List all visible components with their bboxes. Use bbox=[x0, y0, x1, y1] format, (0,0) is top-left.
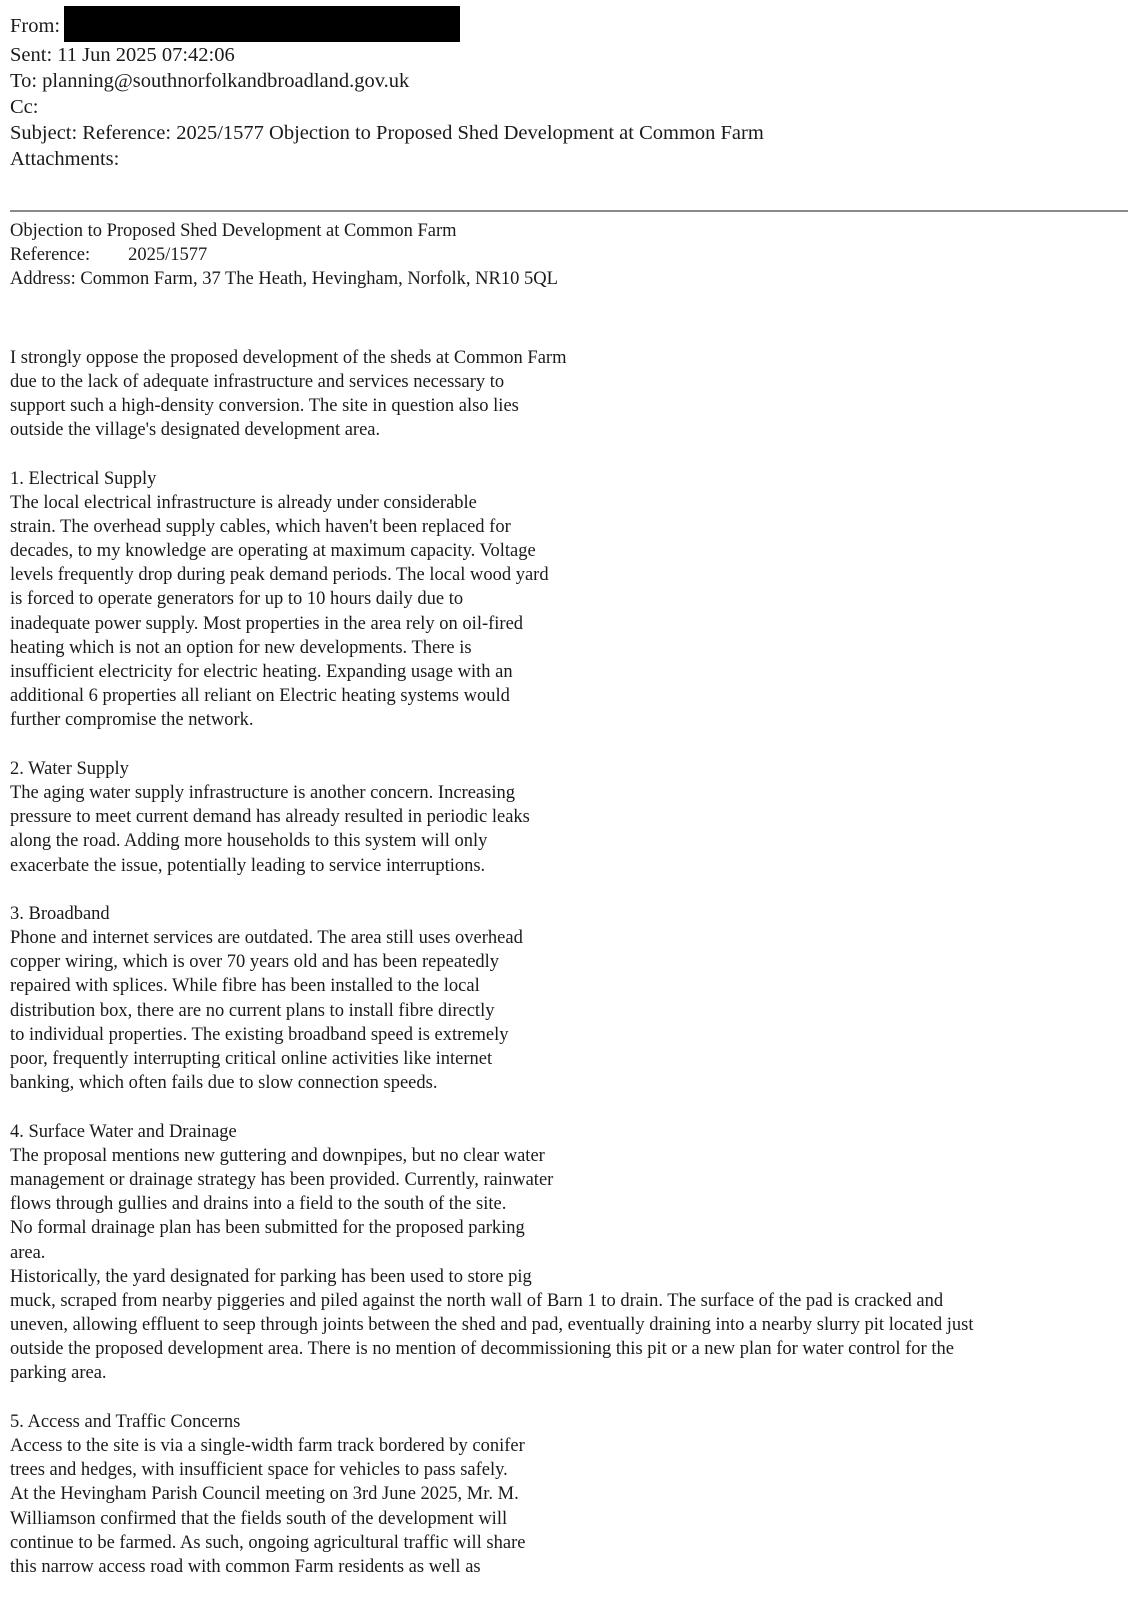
paragraph-line: exacerbate the issue, potentially leading to service interruptions. bbox=[10, 855, 486, 876]
subject-row: Subject: Reference: 2025/1577 Objection to Proposed Shed Development at Common Farm bbox=[10, 122, 764, 144]
paragraph-line: Williamson confirmed that the fields south of the development will bbox=[10, 1508, 508, 1529]
reference-row bbox=[10, 243, 1122, 267]
section-heading: 4. Surface Water and Drainage bbox=[10, 1121, 237, 1142]
section-heading: 2. Water Supply bbox=[10, 758, 129, 779]
paragraph-line: flows through gullies and drains into a field to the south of the site. bbox=[10, 1194, 507, 1215]
paragraph-line: area. bbox=[10, 1242, 46, 1263]
paragraph-line: insufficient electricity for electric heating. Expanding usage with an bbox=[10, 662, 513, 682]
email-header bbox=[10, 6, 1120, 172]
paragraph-line: to individual properties. The existing broadband speed is extremely bbox=[10, 1024, 509, 1045]
paragraph-line: poor, frequently interrupting critical online activities like internet bbox=[10, 1049, 493, 1069]
reference-value: 2025/1577 bbox=[128, 245, 208, 266]
paragraph-line: along the road. Adding more households to this system will only bbox=[10, 831, 488, 852]
spacer bbox=[10, 442, 1122, 466]
section-electrical-supply bbox=[10, 467, 1122, 733]
paragraph-line: additional 6 properties all reliant on Electric heating systems would bbox=[10, 686, 510, 707]
attachments-row: Attachments: bbox=[10, 148, 120, 170]
cc-row: Cc: bbox=[10, 96, 39, 118]
paragraph-line: parking area. bbox=[10, 1363, 107, 1384]
from-row bbox=[10, 6, 1120, 42]
redacted-sender-block bbox=[64, 6, 460, 42]
spacer bbox=[10, 1095, 1122, 1119]
paragraph-line: The aging water supply infrastructure is another concern. Increasing bbox=[10, 782, 515, 803]
letter-title: Objection to Proposed Shed Development at Common Farm bbox=[10, 221, 457, 241]
sent-row: Sent: 11 Jun 2025 07:42:06 bbox=[10, 44, 235, 66]
section-heading: 5. Access and Traffic Concerns bbox=[10, 1411, 241, 1432]
paragraph-line: repaired with splices. While fibre has been installed to the local bbox=[10, 976, 480, 997]
section-heading: 1. Electrical Supply bbox=[10, 468, 157, 489]
paragraph-line: Phone and internet services are outdated. The area still uses overhead bbox=[10, 928, 523, 949]
section-access-traffic bbox=[10, 1410, 1122, 1579]
paragraph-line: due to the lack of adequate infrastructure and services necessary to bbox=[10, 371, 505, 392]
paragraph-line: continue to be farmed. As such, ongoing agricultural traffic will share bbox=[10, 1532, 526, 1553]
paragraph-line: The local electrical infrastructure is already under considerable bbox=[10, 492, 477, 513]
paragraph-line: pressure to meet current demand has already resulted in periodic leaks bbox=[10, 807, 530, 828]
paragraph-line: The proposal mentions new guttering and downpipes, but no clear water bbox=[10, 1145, 545, 1166]
spacer bbox=[10, 1386, 1122, 1410]
email-body bbox=[10, 219, 1122, 1579]
header-divider bbox=[10, 210, 1128, 212]
section-surface-water-drainage bbox=[10, 1120, 1122, 1386]
paragraph-line: this narrow access road with common Farm residents as well as bbox=[10, 1556, 481, 1577]
section-heading: 3. Broadband bbox=[10, 903, 110, 924]
paragraph-line: heating which is not an option for new developments. There is bbox=[10, 637, 472, 658]
paragraph-line: I strongly oppose the proposed development of the sheds at Common Farm bbox=[10, 347, 567, 368]
section-water-supply bbox=[10, 757, 1122, 878]
from-label: From: bbox=[10, 15, 61, 37]
section-broadband bbox=[10, 902, 1122, 1096]
paragraph-line: trees and hedges, with insufficient space for vehicles to pass safely. bbox=[10, 1460, 508, 1481]
paragraph-line: banking, which often fails due to slow connection speeds. bbox=[10, 1073, 438, 1094]
paragraph-line: No formal drainage plan has been submitted for the proposed parking bbox=[10, 1218, 525, 1239]
paragraph-line: muck, scraped from nearby piggeries and piled against the north wall of Barn 1 to drain. The surface of the pad is cracked and bbox=[10, 1290, 944, 1311]
paragraph-line: strain. The overhead supply cables, which haven't been replaced for bbox=[10, 516, 511, 537]
spacer bbox=[10, 878, 1122, 902]
paragraph-line: decades, to my knowledge are operating at maximum capacity. Voltage bbox=[10, 541, 536, 562]
paragraph-line: Access to the site is via a single-width farm track bordered by conifer bbox=[10, 1436, 525, 1456]
paragraph-line: inadequate power supply. Most properties in the area rely on oil-fired bbox=[10, 613, 524, 634]
address-row: Address: Common Farm, 37 The Heath, Hevingham, Norfolk, NR10 5QL bbox=[10, 269, 558, 290]
spacer bbox=[10, 292, 1122, 346]
paragraph-line: management or drainage strategy has been provided. Currently, rainwater bbox=[10, 1169, 554, 1190]
paragraph-line: is forced to operate generators for up to 10 hours daily due to bbox=[10, 589, 464, 610]
paragraph-line: At the Hevingham Parish Council meeting on 3rd June 2025, Mr. M. bbox=[10, 1484, 519, 1505]
opening-paragraph bbox=[10, 346, 1122, 443]
reference-label: Reference: bbox=[10, 245, 91, 266]
spacer bbox=[10, 733, 1122, 757]
paragraph-line: Historically, the yard designated for parking has been used to store pig bbox=[10, 1266, 532, 1287]
paragraph-line: outside the proposed development area. There is no mention of decommissioning this pit or a new plan for water control for the bbox=[10, 1339, 954, 1360]
paragraph-line: distribution box, there are no current plans to install fibre directly bbox=[10, 1000, 495, 1021]
paragraph-line: outside the village's designated development area. bbox=[10, 420, 381, 441]
paragraph-line: support such a high-density conversion. The site in question also lies bbox=[10, 395, 519, 416]
paragraph-line: levels frequently drop during peak demand periods. The local wood yard bbox=[10, 565, 549, 586]
paragraph-line: further compromise the network. bbox=[10, 710, 254, 731]
paragraph-line: copper wiring, which is over 70 years old and has been repeatedly bbox=[10, 952, 500, 973]
paragraph-line: uneven, allowing effluent to seep through joints between the shed and pad, eventually draining into a nearby slurry pit located just bbox=[10, 1315, 974, 1336]
to-row: To: planning@southnorfolkandbroadland.gov.uk bbox=[10, 70, 410, 92]
